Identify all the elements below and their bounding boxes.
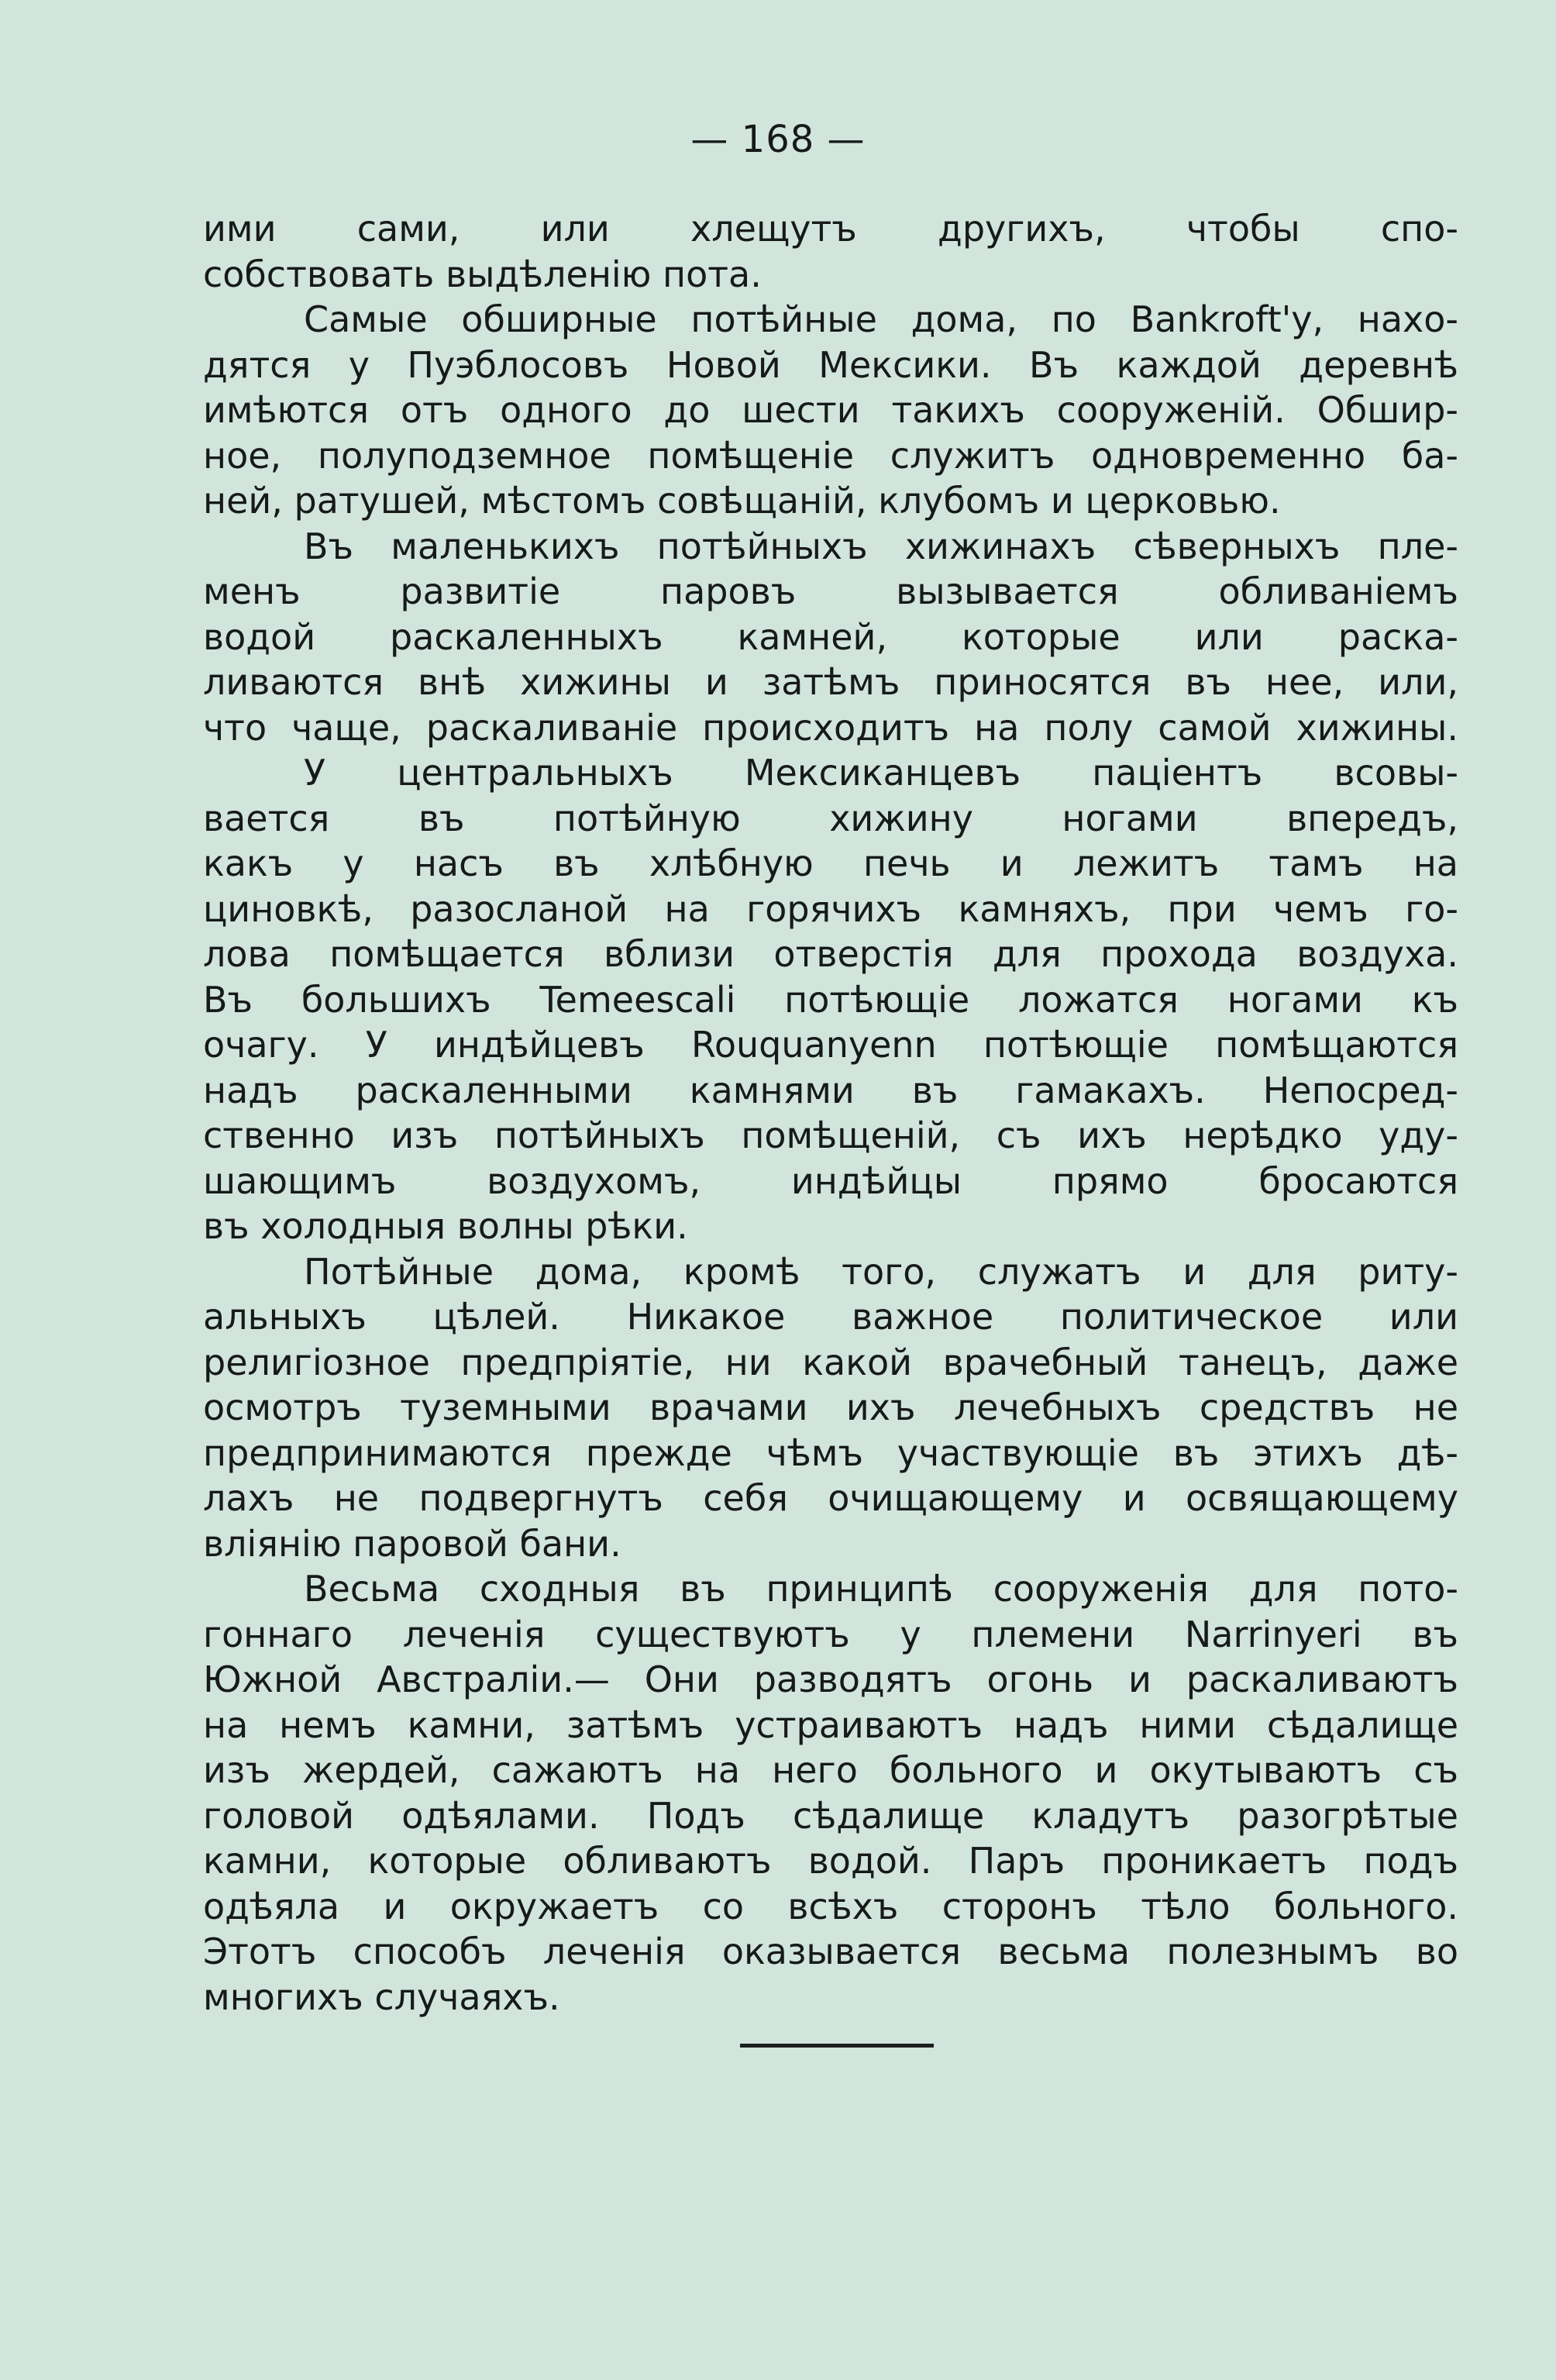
text-line: Весьма сходныя въ принципѣ сооруженія для пото-	[304, 1568, 1458, 1610]
text-line: въ холодныя волны рѣки.	[203, 1205, 688, 1247]
text-line: гоннаго леченія существуютъ у племени Narrinyeri въ	[203, 1613, 1458, 1655]
text-line: Этотъ способъ леченія оказывается весьма полезнымъ во	[203, 1931, 1458, 1972]
text-line: менъ развитіе паровъ вызывается обливаніемъ	[203, 570, 1458, 612]
text-line: вается въ потѣйную хижину ногами впередъ,	[203, 797, 1458, 839]
text-line: многихъ случаяхъ.	[203, 1975, 560, 2018]
text-line: ими сами, или хлещутъ другихъ, чтобы спо-	[203, 208, 1458, 250]
paragraph-3	[203, 524, 1458, 751]
text-line: собствовать выдѣленію пота.	[203, 253, 762, 295]
text-line: камни, которые обливаютъ водой. Паръ проникаетъ подъ	[203, 1840, 1458, 1882]
text-line: какъ у насъ въ хлѣбную печь и лежитъ тамъ на	[203, 842, 1458, 884]
text-line: лова помѣщается вблизи отверстія для прохода воздуха.	[203, 933, 1458, 975]
text-line: головой одѣялами. Подъ сѣдалище кладутъ разогрѣтые	[203, 1794, 1458, 1837]
text-line: У центральныхъ Мексиканцевъ паціентъ всовы-	[304, 752, 1458, 794]
body-text	[203, 206, 1458, 2020]
paragraph-5	[203, 1249, 1458, 1567]
text-line: что чаще, раскаливаніе происходитъ на полу самой хижины.	[203, 706, 1458, 749]
page-number: — 168 —	[690, 118, 866, 161]
text-line: надъ раскаленными камнями въ гамакахъ. Непосред-	[203, 1069, 1458, 1111]
text-line: Въ большихъ Temeescali потѣющіе ложатся ногами къ	[203, 978, 1458, 1021]
text-line: дятся у Пуэблосовъ Новой Мексики. Въ каждой деревнѣ	[203, 343, 1458, 386]
text-line: водой раскаленныхъ камней, которые или раска-	[203, 615, 1458, 658]
paragraph-6	[203, 1566, 1458, 2020]
text-line: предпринимаются прежде чѣмъ участвующіе въ этихъ дѣ-	[203, 1431, 1458, 1474]
text-line: Въ маленькихъ потѣйныхъ хижинахъ сѣверныхъ пле-	[304, 525, 1458, 567]
text-line: на немъ камни, затѣмъ устраиваютъ надъ ними сѣдалище	[203, 1703, 1458, 1746]
text-line: циновкѣ, разосланой на горячихъ камняхъ, при чемъ го-	[203, 887, 1458, 930]
text-line: Южной Австраліи.— Они разводятъ огонь и раскаливаютъ	[203, 1658, 1458, 1700]
text-line: осмотръ туземными врачами ихъ лечебныхъ средствъ не	[203, 1386, 1458, 1428]
paragraph-4	[203, 750, 1458, 1249]
text-line: очагу. У индѣйцевъ Rouquanyenn потѣющіе помѣщаются	[203, 1024, 1458, 1066]
text-line: изъ жердей, сажаютъ на него больного и окутываютъ съ	[203, 1749, 1458, 1791]
end-rule-divider	[740, 2044, 934, 2048]
text-line: вліянію паровой бани.	[203, 1522, 621, 1565]
text-line: Самые обширные потѣйные дома, по Bankroft'у, нахо-	[304, 298, 1458, 340]
text-line: шающимъ воздухомъ, индѣйцы прямо бросаются	[203, 1159, 1458, 1202]
text-line: ливаются внѣ хижины и затѣмъ приносятся въ нее, или,	[203, 661, 1458, 703]
paragraph-2	[203, 297, 1458, 524]
paragraph-1	[203, 206, 1458, 297]
text-line: ное, полуподземное помѣщеніе служитъ одновременно ба-	[203, 434, 1458, 477]
text-line: религіозное предпріятіе, ни какой врачебный танецъ, даже	[203, 1341, 1458, 1383]
text-line: имѣются отъ одного до шести такихъ сооруженій. Обшир-	[203, 389, 1458, 431]
text-line: Потѣйные дома, кромѣ того, служатъ и для риту-	[304, 1250, 1458, 1293]
text-line: ней, ратушей, мѣстомъ совѣщаній, клубомъ и церковью.	[203, 480, 1281, 522]
text-line: альныхъ цѣлей. Никакое важное политическое или	[203, 1296, 1458, 1338]
text-line: ственно изъ потѣйныхъ помѣщеній, съ ихъ нерѣдко уду-	[203, 1114, 1458, 1156]
text-line: одѣяла и окружаетъ со всѣхъ сторонъ тѣло больного.	[203, 1885, 1458, 1927]
text-line: лахъ не подвергнутъ себя очищающему и освящающему	[203, 1477, 1458, 1519]
